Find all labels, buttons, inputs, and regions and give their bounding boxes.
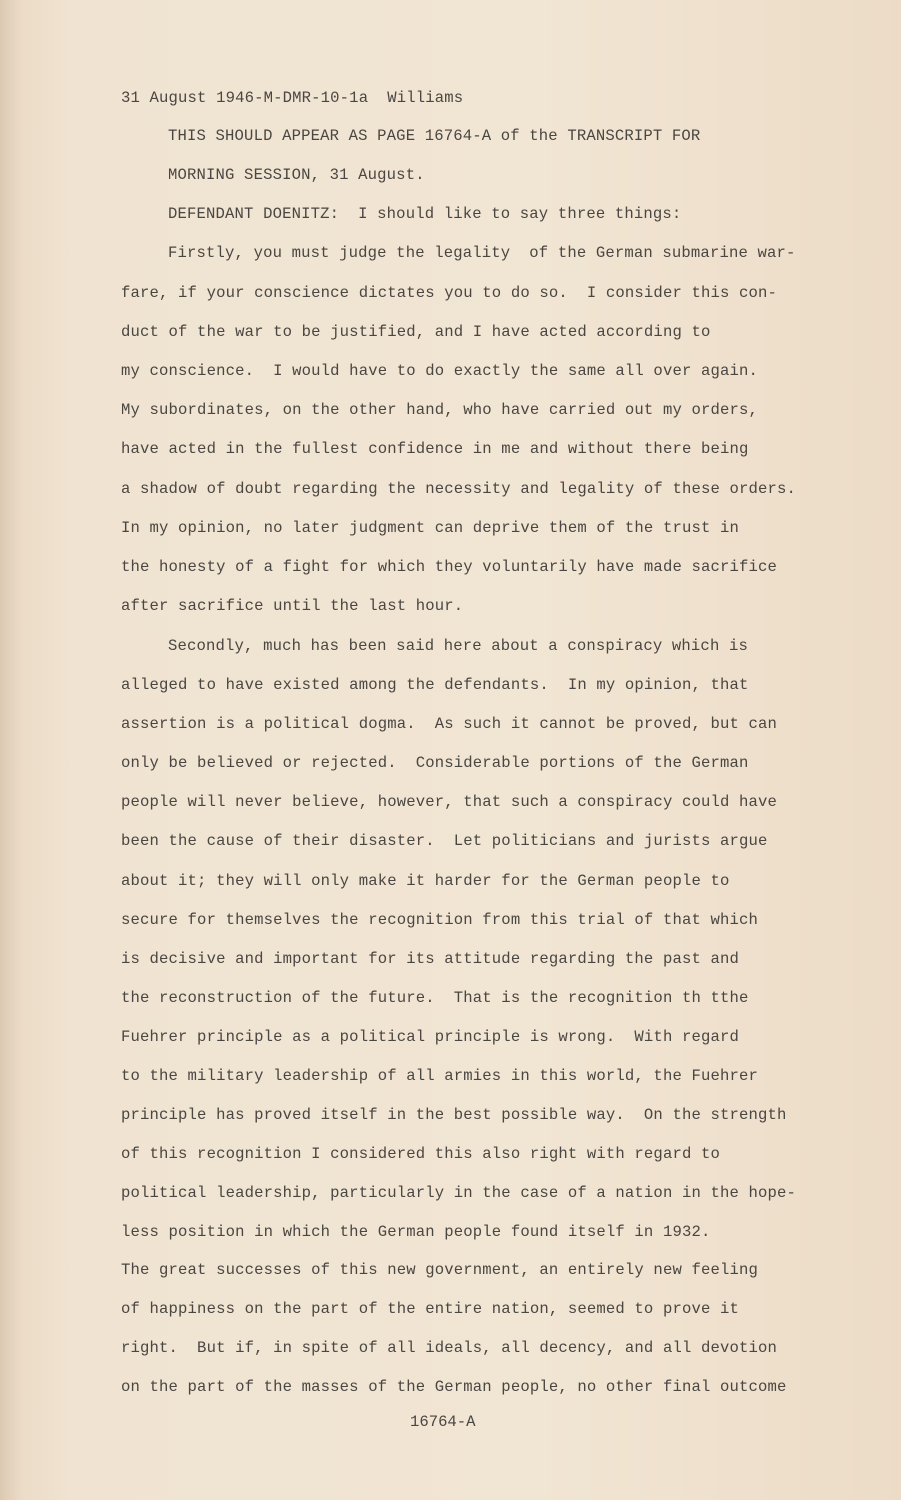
body-line: fare, if your conscience dictates you to do so. I consider this con- bbox=[121, 284, 778, 302]
body-line: secure for themselves the recognition from this trial of that which bbox=[121, 911, 759, 929]
body-line: of happiness on the part of the entire nation, seemed to prove it bbox=[121, 1300, 740, 1318]
body-line: Secondly, much has been said here about a conspiracy which is bbox=[168, 637, 748, 655]
body-line: the reconstruction of the future. That is the recognition th tthe bbox=[121, 989, 749, 1007]
speaker-line: DEFENDANT DOENITZ: I should like to say three things: bbox=[168, 205, 682, 223]
body-line: duct of the war to be justified, and I have acted according to bbox=[121, 323, 711, 341]
body-line: Fuehrer principle as a political principle is wrong. With regard bbox=[121, 1028, 740, 1046]
transcript-note-line-2: MORNING SESSION, 31 August. bbox=[168, 166, 425, 184]
body-line: is decisive and important for its attitude regarding the past and bbox=[121, 950, 740, 968]
body-line: political leadership, particularly in the case of a nation in the hope- bbox=[121, 1184, 797, 1202]
body-line: my conscience. I would have to do exactly the same all over again. bbox=[121, 362, 759, 380]
page-number: 16764-A bbox=[410, 1413, 476, 1431]
body-line: been the cause of their disaster. Let politicians and jurists argue bbox=[121, 832, 768, 850]
body-line: only be believed or rejected. Considerable portions of the German bbox=[121, 754, 749, 772]
body-line: Firstly, you must judge the legality of the German submarine war- bbox=[168, 244, 796, 262]
body-line: In my opinion, no later judgment can deprive them of the trust in bbox=[121, 519, 740, 537]
body-line: principle has proved itself in the best possible way. On the strength bbox=[121, 1106, 787, 1124]
body-line: the honesty of a fight for which they voluntarily have made sacrifice bbox=[121, 558, 778, 576]
body-line: right. But if, in spite of all ideals, all decency, and all devotion bbox=[121, 1339, 778, 1357]
page-edge bbox=[0, 0, 24, 1500]
body-line: The great successes of this new government, an entirely new feeling bbox=[121, 1261, 759, 1279]
body-line: about it; they will only make it harder for the German people to bbox=[121, 872, 730, 890]
body-line: My subordinates, on the other hand, who have carried out my orders, bbox=[121, 401, 759, 419]
body-line: to the military leadership of all armies in this world, the Fuehrer bbox=[121, 1067, 759, 1085]
body-line: have acted in the fullest confidence in me and without there being bbox=[121, 440, 749, 458]
body-line: people will never believe, however, that such a conspiracy could have bbox=[121, 793, 778, 811]
body-line: assertion is a political dogma. As such it cannot be proved, but can bbox=[121, 715, 778, 733]
body-line: a shadow of doubt regarding the necessity and legality of these orders. bbox=[121, 480, 797, 498]
body-line: on the part of the masses of the German people, no other final outcome bbox=[121, 1378, 787, 1396]
body-line: less position in which the German people found itself in 1932. bbox=[121, 1223, 711, 1241]
document-header: 31 August 1946-M-DMR-10-1a Williams bbox=[121, 89, 464, 107]
body-line: after sacrifice until the last hour. bbox=[121, 597, 464, 615]
transcript-note-line-1: THIS SHOULD APPEAR AS PAGE 16764-A of the TRANSCRIPT FOR bbox=[168, 127, 701, 145]
body-line: of this recognition I considered this also right with regard to bbox=[121, 1145, 720, 1163]
body-line: alleged to have existed among the defendants. In my opinion, that bbox=[121, 676, 749, 694]
